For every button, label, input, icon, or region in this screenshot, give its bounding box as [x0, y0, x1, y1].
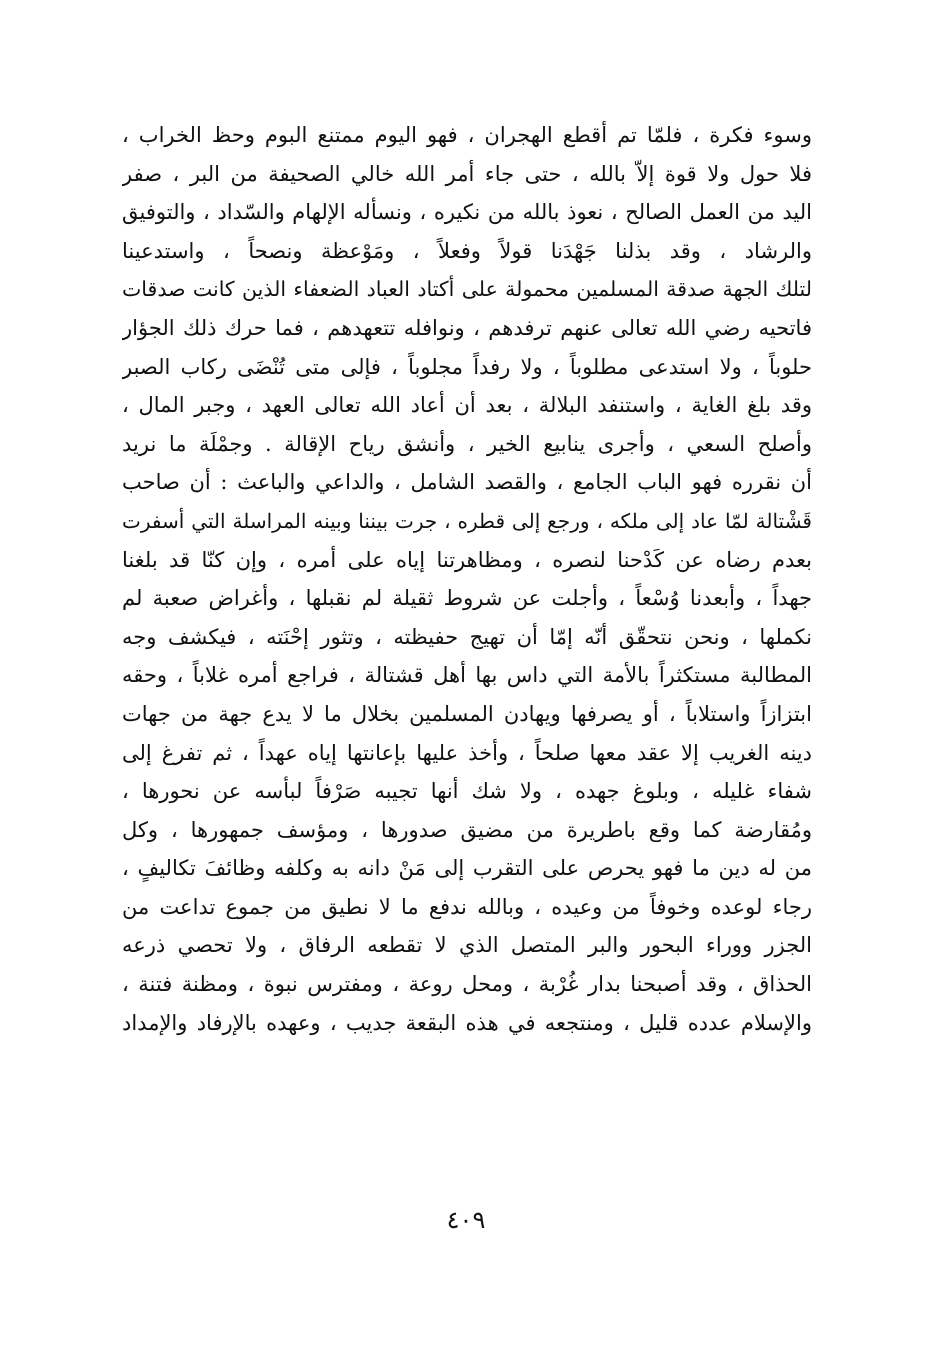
page-number: ٤٠٩: [446, 1206, 486, 1234]
text-line: حلوباً ، ولا استدعى مطلوباً ، ولا رفداً مجلوباً ، فإلى متى تُنْضَى ركاب الصبر: [122, 354, 812, 379]
text-line: وقد بلغ الغاية ، واستنفد البلالة ، بعد أن أعاد الله تعالى العهد ، وجبر المال ،: [122, 393, 812, 418]
text-line: والرشاد ، وقد بذلنا جَهْدَنا قولاً وفعلاً ، ومَوْعظة ونصحاً ، واستدعينا: [122, 238, 812, 263]
text-line: فلا حول ولا قوة إلاّ بالله ، حتى جاء أمر الله خالي الصحيفة من البر ، صفر: [122, 161, 812, 186]
text-line: والإسلام عدده قليل ، ومنتجعه في هذه البقعة جديب ، وعهده بالإرفاد والإمداد: [122, 1010, 812, 1035]
text-line: جهداً ، وأبعدنا وُسْعاً ، وأجلت عن شروط ثقيلة لم نقبلها ، وأغراض صعبة لم: [122, 586, 812, 611]
text-line: وأصلح السعي ، وأجرى ينابيع الخير ، وأنشق رياح الإقالة . وجمْلَة ما نريد: [122, 431, 812, 456]
text-line: من له دين ما فهو يحرص على التقرب إلى مَنْ دانه به وكلفه وظائفَ تكاليفٍ ،: [122, 856, 812, 881]
text-line: وسوء فكرة ، فلمّا تم أقطع الهجران ، فهو اليوم ممتنع البوم وحظ الخراب ،: [122, 123, 812, 147]
text-line: قَشْتالة لمّا عاد إلى ملكه ، ورجع إلى قطره ، جرت بيننا وبينه المراسلة التي أسفرت: [122, 508, 812, 533]
text-line: ومُقارضة كما وقع باطريرة من مضيق صدورها ، ومؤسف جمهورها ، وكل: [122, 817, 812, 842]
text-line: فاتحيه رضي الله تعالى عنهم ترفدهم ، ونوافله تتعهدهم ، فما حرك ذلك الجؤار: [122, 315, 812, 340]
text-line: ابتزازاً واستلاباً ، أو يصرفها ويهادن المسلمين بخلال ما لا يدع جهة من جهات: [122, 701, 812, 726]
text-line: رجاء لوعده وخوفاً من وعيده ، وبالله ندفع ما لا نطيق من جموع تداعت من: [122, 894, 812, 919]
body-text: [122, 116, 812, 1042]
text-line: دينه الغريب إلا عقد معها صلحاً ، وأخذ عليها بإعانتها إياه عهداً ، ثم تفرغ إلى: [122, 740, 812, 765]
text-line: أن نقرره فهو الباب الجامع ، والقصد الشامل ، والداعي والباعث : أن صاحب: [122, 470, 812, 495]
text-line: نكملها ، ونحن نتحقّق أنّه إمّا أن تهيج حفيظته ، وتثور إحْنَته ، فيكشف وجه: [122, 624, 812, 649]
text-line: الجزر ووراء البحور والبر المتصل الذي لا تقطعه الرفاق ، ولا تحصي ذرعه: [122, 933, 812, 958]
text-line: المطالبة مستكثراً بالأمة التي داس بها أهل قشتالة ، فراجع أمره غلاباً ، وحقه: [122, 663, 812, 688]
text-line: لتلك الجهة صدقة المسلمين محمولة على أكتاد العباد الضعفاء الذين كانت صدقات: [122, 277, 812, 302]
text-line: شفاء غليله ، وبلوغ جهده ، ولا شك أنها تجيبه صَرْفاً لبأسه عن نحورها ،: [122, 779, 812, 804]
text-line: الحذاق ، وقد أصبحنا بدار غُرْبة ، ومحل روعة ، ومفترس نبوة ، ومظنة فتنة ،: [122, 972, 812, 997]
text-line: اليد من العمل الصالح ، نعوذ بالله من نكيره ، ونسأله الإلهام والسّداد ، والتوفيق: [122, 200, 812, 225]
text-line: بعدم رضاه عن كَدْحنا لنصره ، ومظاهرتنا إياه على أمره ، وإن كنّا قد بلغنا: [122, 547, 812, 572]
